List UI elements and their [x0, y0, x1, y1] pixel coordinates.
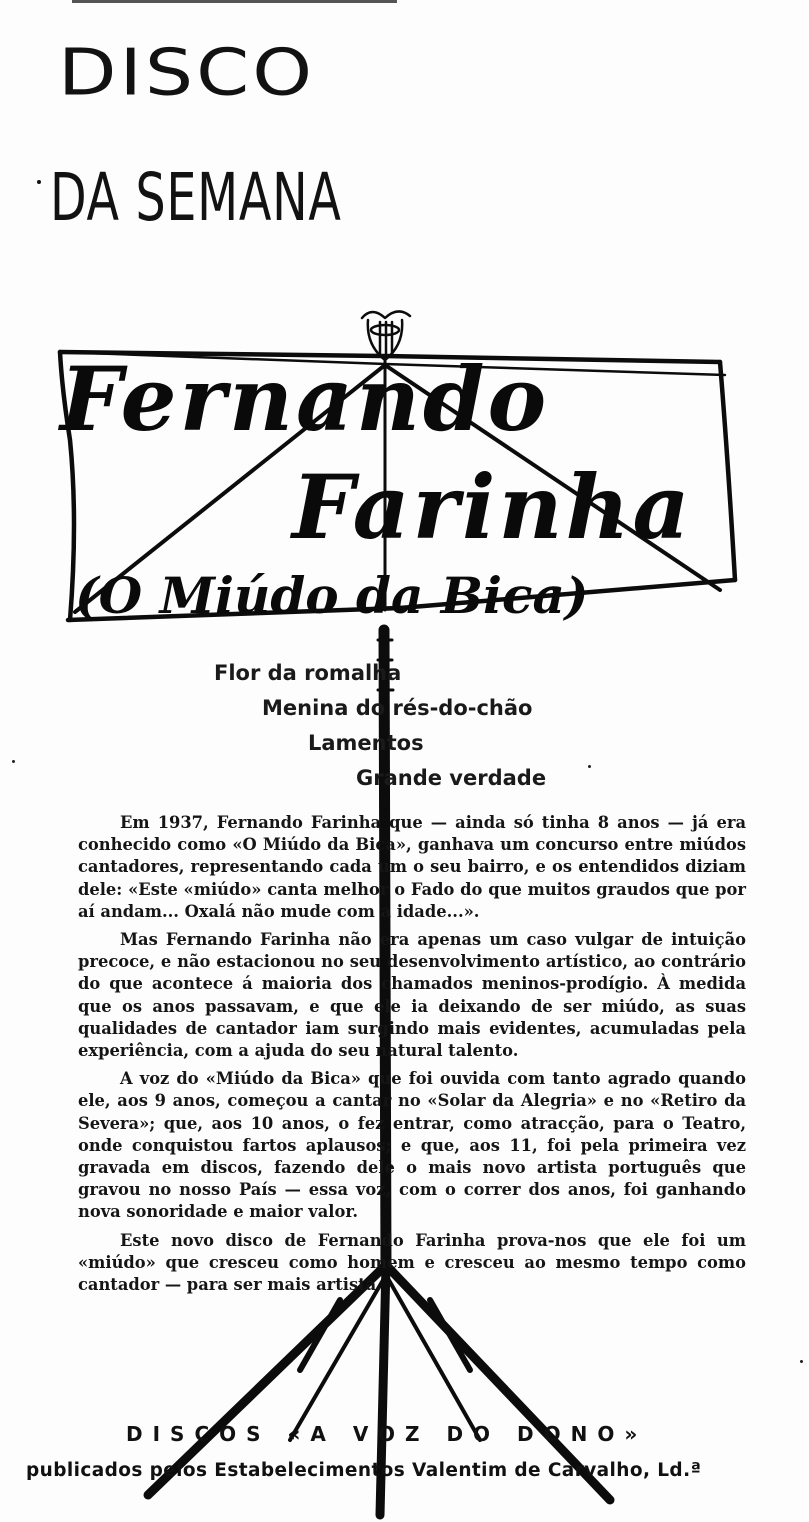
- print-speck: [588, 765, 591, 768]
- article-paragraph: Mas Fernando Farinha não era apenas um caso vulgar de intuição precoce, e não estacionou no seu desenvolvimento artístico, ao contrário do que acontece á maioria dos chamados meninos-prodígio. À medida que os anos passavam, e que ele ia deixando de ser miúdo, as suas qualidades de cantador iam surgindo mais evidentes, acumuladas pela experiência, com a ajuda do seu natural talento.: [78, 930, 746, 1061]
- artist-last-name: Farinha: [292, 455, 693, 559]
- track-title: Lamentos: [308, 731, 424, 755]
- article-paragraph: A voz do «Miúdo da Bica» que foi ouvida com tanto agrado quando ele, aos 9 anos, começou a cantar no «Solar da Alegria» e no «Retiro da Severa»; que, aos 10 anos, o fez entrar, como atracção, para o Teatro, onde conquistou fartos aplausos; e que, aos 11, foi pela primeira vez gravada em discos, fazendo dele o mais novo artista português que gravou no nosso País — essa voz, com o correr dos anos, foi ganhando nova sonoridade e maior valor.: [78, 1069, 746, 1222]
- article-body: [78, 812, 746, 1302]
- article-paragraph: Em 1937, Fernando Farinha que — ainda só tinha 8 anos — já era conhecido como «O Miúdo da Bica», ganhava um concurso entre miúdos cantadores, representando cada um o seu bairro, e os entendidos diziam dele: «Este «miúdo» canta melhor o Fado do que muitos graudos que por aí andam... Oxalá não mude com a idade...».: [78, 813, 746, 921]
- record-label: DISCOS «A VOZ DO DONO»: [126, 1422, 648, 1446]
- print-speck: [12, 760, 15, 763]
- track-title: Flor da romalha: [214, 661, 402, 685]
- article-paragraph: Este novo disco de Fernando Farinha prova-nos que ele foi um «miúdo» que cresceu como homem e cresceu ao mesmo tempo como cantador — para ser mais artista.: [78, 1230, 746, 1295]
- headline-disco: DISCO: [58, 34, 316, 110]
- print-speck: [800, 1360, 803, 1363]
- publisher-line: publicados pelos Estabelecimentos Valentim de Carvalho, Ld.ª: [26, 1460, 702, 1481]
- artist-first-name: Fernando: [60, 347, 550, 451]
- track-title: Grande verdade: [356, 766, 547, 790]
- artist-nickname: (O Miúdo da Bica): [75, 566, 589, 625]
- headline-da-semana: DA SEMANA: [50, 159, 342, 236]
- track-title: Menina do rés-do-chão: [262, 696, 533, 720]
